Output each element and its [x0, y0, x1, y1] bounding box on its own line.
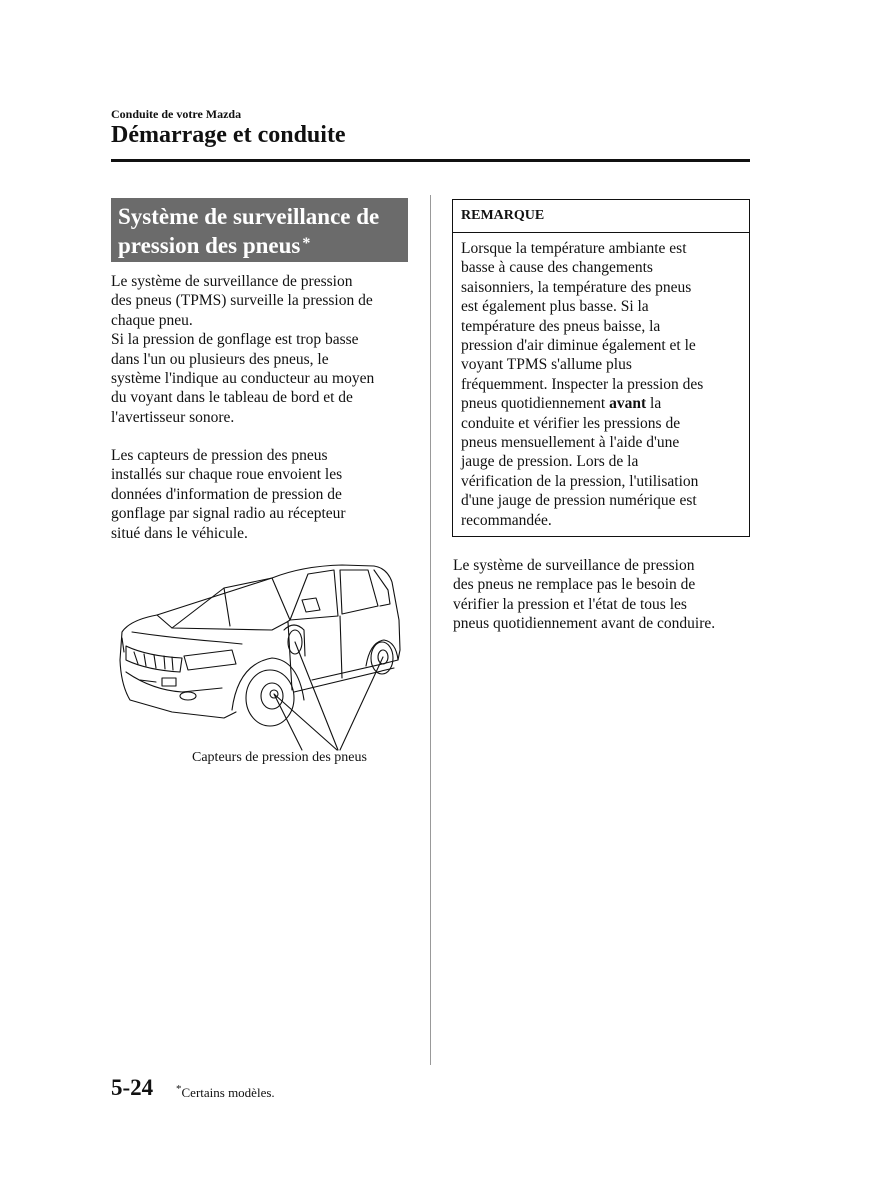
section-heading [111, 198, 408, 262]
page-number: 5-24 [111, 1075, 154, 1100]
section-heading-line2: pression des pneus * [118, 233, 311, 258]
section-heading-line1: Système de surveillance de [118, 204, 380, 229]
right-paragraph-1: Le système de surveillance de pression des pneus ne remplace pas le besoin de vérifier la pression et l'état de tous les pneus quotidiennement avant de conduire. [453, 557, 716, 633]
left-paragraph-2: Les capteurs de pression des pneus installés sur chaque roue envoient les données d'information de pression de gonflage par signal radio au récepteur situé dans le véhicule. [111, 447, 346, 542]
asterisk-mark: * [302, 235, 311, 252]
left-paragraph-1: Le système de surveillance de pression des pneus (TPMS) surveille la pression de chaque pneu. Si la pression de gonflage est trop basse dans l'un ou plusieurs des pneus, le système l'indique au conducteur au moyen du voyant dans le tableau de bord et de l'avertisseur sonore. [111, 273, 375, 426]
emphasis-avant: avant [609, 395, 647, 413]
column-divider [430, 195, 431, 1065]
note-header: REMARQUE [453, 200, 749, 233]
title-rule [111, 159, 750, 162]
figure-caption: Capteurs de pression des pneus [192, 750, 367, 765]
breadcrumb: Conduite de votre Mazda [111, 107, 242, 121]
note-box [452, 199, 750, 537]
page-title: Démarrage et conduite [111, 122, 346, 148]
note-text: Lorsque la température ambiante est basse à cause des changements saisonniers, la température des pneus est également plus basse. Si la température des pneus baisse, la pression d'air diminue également et le voyant TPMS s'allume plus fréquemment. Inspecter la pression des pneus quotidiennement avant la conduite et vérifier les pressions de pneus mensuellement à l'aide d'une jauge de pression. Lors de la vérification de la pression, l'utilisation d'une jauge de pression numérique est recommandée. [461, 240, 704, 529]
footnote: *Certains modèles. [176, 1083, 275, 1100]
car-illustration [112, 560, 407, 760]
footnote-asterisk: * [176, 1083, 182, 1095]
